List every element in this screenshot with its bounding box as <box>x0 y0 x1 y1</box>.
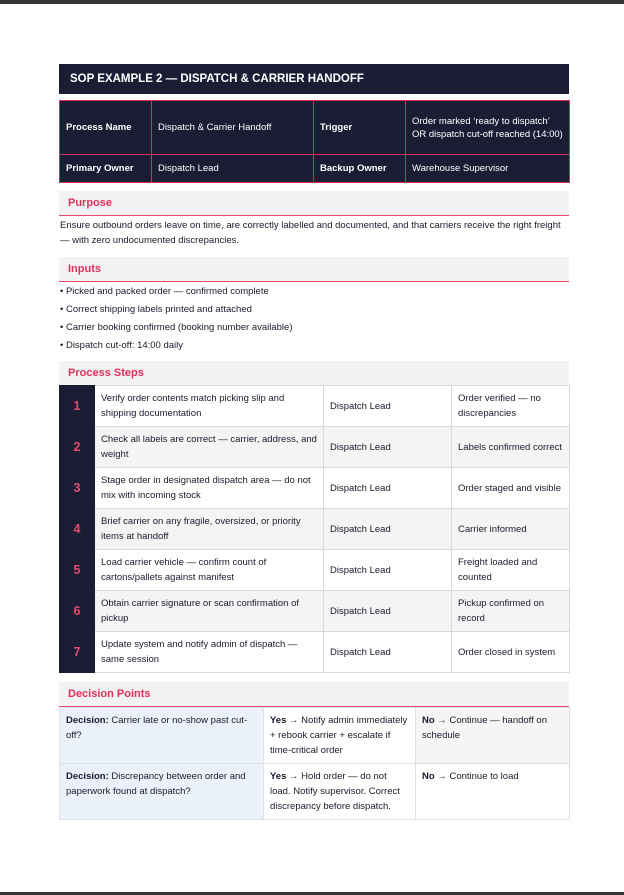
meta-row-1 <box>60 101 570 155</box>
primary-owner-label: Primary Owner <box>60 155 152 183</box>
step-number: 1 <box>60 386 95 427</box>
sop-document <box>59 64 569 820</box>
step-outcome: Freight loaded and counted <box>452 550 570 591</box>
decision-no <box>416 764 570 820</box>
step-number: 4 <box>60 509 95 550</box>
step-action: Check all labels are correct — carrier, address, and weight <box>95 427 324 468</box>
purpose-heading: Purpose <box>59 191 569 216</box>
decision-label: Decision: <box>66 771 109 782</box>
step-owner: Dispatch Lead <box>324 509 452 550</box>
table-row <box>60 386 570 427</box>
step-owner: Dispatch Lead <box>324 468 452 509</box>
top-border <box>0 0 624 4</box>
document-title: SOP EXAMPLE 2 — DISPATCH & CARRIER HANDOFF <box>59 64 569 94</box>
purpose-text: Ensure outbound orders leave on time, are correctly labelled and documented, and that carriers receive the right freight — with zero undocumented discrepancies. <box>60 220 561 246</box>
step-action: Load carrier vehicle — confirm count of cartons/pallets against manifest <box>95 550 324 591</box>
no-text: → Continue — handoff on schedule <box>422 715 547 741</box>
decision-points-table <box>59 707 570 820</box>
meta-row-2 <box>60 155 570 183</box>
table-row <box>60 509 570 550</box>
step-number: 6 <box>60 591 95 632</box>
step-outcome: Order verified — no discrepancies <box>452 386 570 427</box>
process-steps-table <box>59 385 570 673</box>
list-item: • Dispatch cut-off: 14:00 daily <box>60 340 184 351</box>
list-item: • Picked and packed order — confirmed complete <box>60 286 269 297</box>
process-name-value: Dispatch & Carrier Handoff <box>152 101 314 155</box>
table-row <box>60 708 570 764</box>
decision-yes <box>264 708 416 764</box>
table-row <box>60 764 570 820</box>
decision-text: Carrier late or no-show past cut-off? <box>66 715 248 741</box>
list-item: • Carrier booking confirmed (booking number available) <box>60 322 293 333</box>
process-name-label: Process Name <box>60 101 152 155</box>
step-owner: Dispatch Lead <box>324 427 452 468</box>
step-owner: Dispatch Lead <box>324 550 452 591</box>
table-row <box>60 591 570 632</box>
step-outcome: Carrier informed <box>452 509 570 550</box>
trigger-value: Order marked ‘ready to dispatch’ OR dispatch cut-off reached (14:00) <box>406 101 570 155</box>
table-row <box>60 427 570 468</box>
step-outcome: Order closed in system <box>452 632 570 673</box>
yes-label: Yes <box>270 771 287 782</box>
step-owner: Dispatch Lead <box>324 632 452 673</box>
step-number: 5 <box>60 550 95 591</box>
step-action: Update system and notify admin of dispatch — same session <box>95 632 324 673</box>
table-row <box>60 468 570 509</box>
no-label: No <box>422 771 435 782</box>
decision-label: Decision: <box>66 715 109 726</box>
decision-points-heading: Decision Points <box>59 682 569 707</box>
yes-label: Yes <box>270 715 287 726</box>
list-item: • Correct shipping labels printed and attached <box>60 304 252 315</box>
yes-text: → Notify admin immediately + rebook carrier + escalate if time-critical order <box>270 715 408 756</box>
decision-yes <box>264 764 416 820</box>
step-owner: Dispatch Lead <box>324 386 452 427</box>
backup-owner-label: Backup Owner <box>314 155 406 183</box>
table-row <box>60 550 570 591</box>
step-owner: Dispatch Lead <box>324 591 452 632</box>
process-meta-table <box>59 100 570 183</box>
step-outcome: Labels confirmed correct <box>452 427 570 468</box>
no-text: → Continue to load <box>437 771 519 782</box>
backup-owner-value: Warehouse Supervisor <box>406 155 570 183</box>
no-label: No <box>422 715 435 726</box>
decision-no <box>416 708 570 764</box>
step-outcome: Order staged and visible <box>452 468 570 509</box>
inputs-heading: Inputs <box>59 257 569 282</box>
step-number: 7 <box>60 632 95 673</box>
decision-question <box>60 708 264 764</box>
inputs-list <box>59 282 569 355</box>
decision-question <box>60 764 264 820</box>
yes-text: → Hold order — do not load. Notify supervisor. Correct discrepancy before dispatch. <box>270 771 400 812</box>
step-action: Brief carrier on any fragile, oversized, or priority items at handoff <box>95 509 324 550</box>
step-number: 3 <box>60 468 95 509</box>
step-action: Verify order contents match picking slip and shipping documentation <box>95 386 324 427</box>
table-row <box>60 632 570 673</box>
trigger-label: Trigger <box>314 101 406 155</box>
decision-text: Discrepancy between order and paperwork found at dispatch? <box>66 771 246 797</box>
step-outcome: Pickup confirmed on record <box>452 591 570 632</box>
step-action: Obtain carrier signature or scan confirmation of pickup <box>95 591 324 632</box>
primary-owner-value: Dispatch Lead <box>152 155 314 183</box>
process-steps-heading: Process Steps <box>59 361 569 385</box>
step-action: Stage order in designated dispatch area — do not mix with incoming stock <box>95 468 324 509</box>
step-number: 2 <box>60 427 95 468</box>
